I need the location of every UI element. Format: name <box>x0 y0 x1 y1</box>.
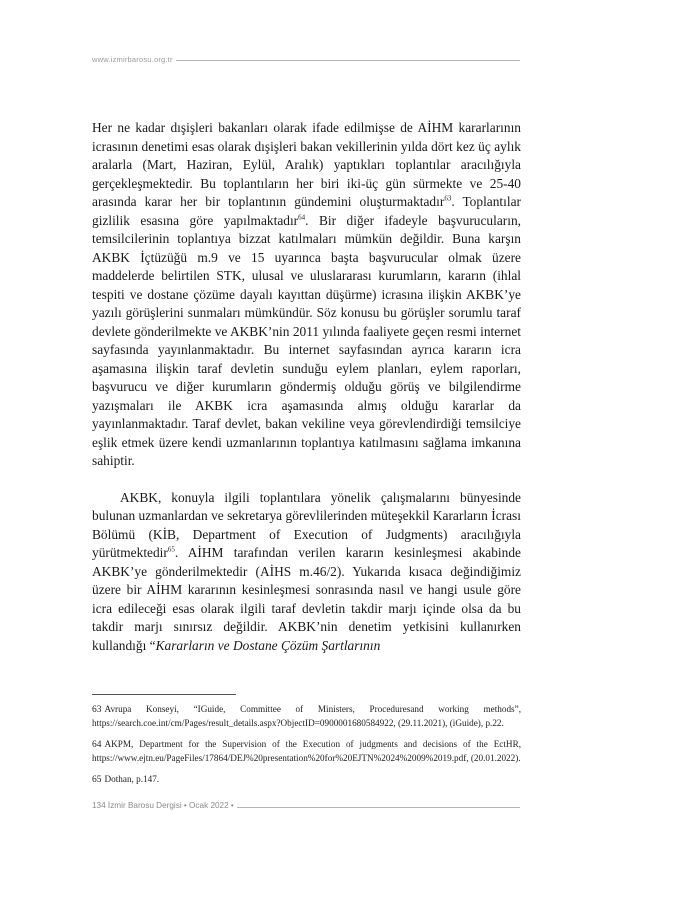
paragraph-1 <box>92 119 521 471</box>
paragraph-2-italic: Kararların ve Dostane Çözüm Şartlarının <box>155 637 381 653</box>
footnotes <box>92 703 521 795</box>
paragraph-1-text-a: Her ne kadar dışişleri bakanları olarak ifade edilmişse de AİHM kararlarının icrasının denetimi esas olarak dışişleri bakan vekillerinin yılda dört kez üç aylık aralarla (Mart, Haziran, Eylül, Aralık) yaptıkları toplantılar aracılığıyla gerçekleşmektedir. Bu toplantıların her biri iki-üç gün sürmekte ve 25-40 arasında karar her bir toplantının gündemini oluşturmaktadır <box>92 120 521 209</box>
paragraph-1-text-b: . Toplantılar gizlilik esasına göre yapılmaktadır <box>92 194 521 228</box>
page-footer <box>92 801 520 813</box>
page-header <box>92 55 520 69</box>
footnote-64 <box>92 738 521 765</box>
footnote-text: AKPM, Department for the Supervision of the Execution of judgments and decisions of the EctHR, https://www.ejtn.eu/PageFiles/17864/DEJ%20presentation%20for%20EJTN%2024%2009%2019.pdf, (20.01.2022). <box>92 739 521 763</box>
header-url: www.izmirbarosu.org.tr <box>92 55 176 64</box>
main-text <box>92 119 521 655</box>
footnote-ref-65[interactable]: 65 <box>167 545 175 554</box>
paragraph-1-text-c: . Bir diğer ifadeyle başvurucuların, temsilcilerinin toplantıya bizzat katılmaları mümkün değildir. Buna karşın AKBK İçtüzüğü m.9 ve 15 uyarınca başta başvurucular olmak üzere maddelerde belirtilen STK, ulusal ve uluslararası kurumların, kararın (ihlal tespiti ve dostane çözüme dayalı kayıttan düşürme) icrasına ilişkin AKBK’ye yazılı görüşlerini sunmaları mümkündür. Söz konusu bu görüşler sorumlu taraf devlete gönderilmekte ve AKBK’nin 2011 yılında faaliyete geçen resmi internet sayfasında yayınlanmaktadır. Bu internet sayfasından ayrıca kararın icra aşamasına ilişkin taraf devletin sunduğu eylem planları, eylem raporları, başvurucu ve diğer kurumların göndermiş olduğu görüş ve bilgilendirme yazışmaları ile AKBK icra aşamasında almış olduğu kararlar da yayınlanmaktadır. Taraf devlet, bakan vekiline veya görevlendirdiği temsilciye eşlik etmek üzere kendi uzmanlarının toplantıya katılmasını sağlama imkanına sahiptir. <box>92 212 522 468</box>
footnote-number: 63 <box>92 705 102 715</box>
footnote-text: Dothan, p.147. <box>104 774 160 784</box>
paragraph-2-text-b: . AİHM tarafından verilen kararın kesinleşmesi akabinde AKBK’ye gönderilmektedir (AİHS m.46/2). Yukarıda kısaca değindiğimiz üzere bir AİHM kararının kesinleşmesi sonrasında nasıl ve hangi usule göre icra edileceği esas olarak ilgili taraf devletin takdir marjı içinde olsa da bu takdir marjı sınırsız değildir. AKBK’nin denetim yetkisini kullanırken kullandığı “ <box>92 545 521 653</box>
footnote-65 <box>92 773 521 787</box>
footnote-text: Avrupa Konseyi, “IGuide, Committee of Ministers, Proceduresand working methods”, https://search.coe.int/cm/Pages/result_details.aspx?ObjectID=0900001680584922, (29.11.2021), (iGuide), p.22. <box>92 704 521 728</box>
paragraph-2 <box>92 489 521 656</box>
footer-text: 134 İzmir Barosu Dergisi • Ocak 2022 • <box>92 801 237 810</box>
footnote-ref-64[interactable]: 64 <box>298 213 306 222</box>
footnote-63 <box>92 703 521 730</box>
footnote-separator <box>92 694 236 695</box>
footnote-number: 64 <box>92 740 102 750</box>
footnote-number: 65 <box>92 775 102 785</box>
footnote-ref-63[interactable]: 63 <box>444 194 452 203</box>
paragraph-2-text-a: AKBK, konuyla ilgili toplantılara yönelik çalışmalarını bünyesinde bulunan uzmanlardan ve sekretarya görevlilerinden müteşekkil Kararların İcrası Bölümü (KİB, Department of Execution of Judgments) aracılığıyla yürütmektedir <box>92 489 521 560</box>
